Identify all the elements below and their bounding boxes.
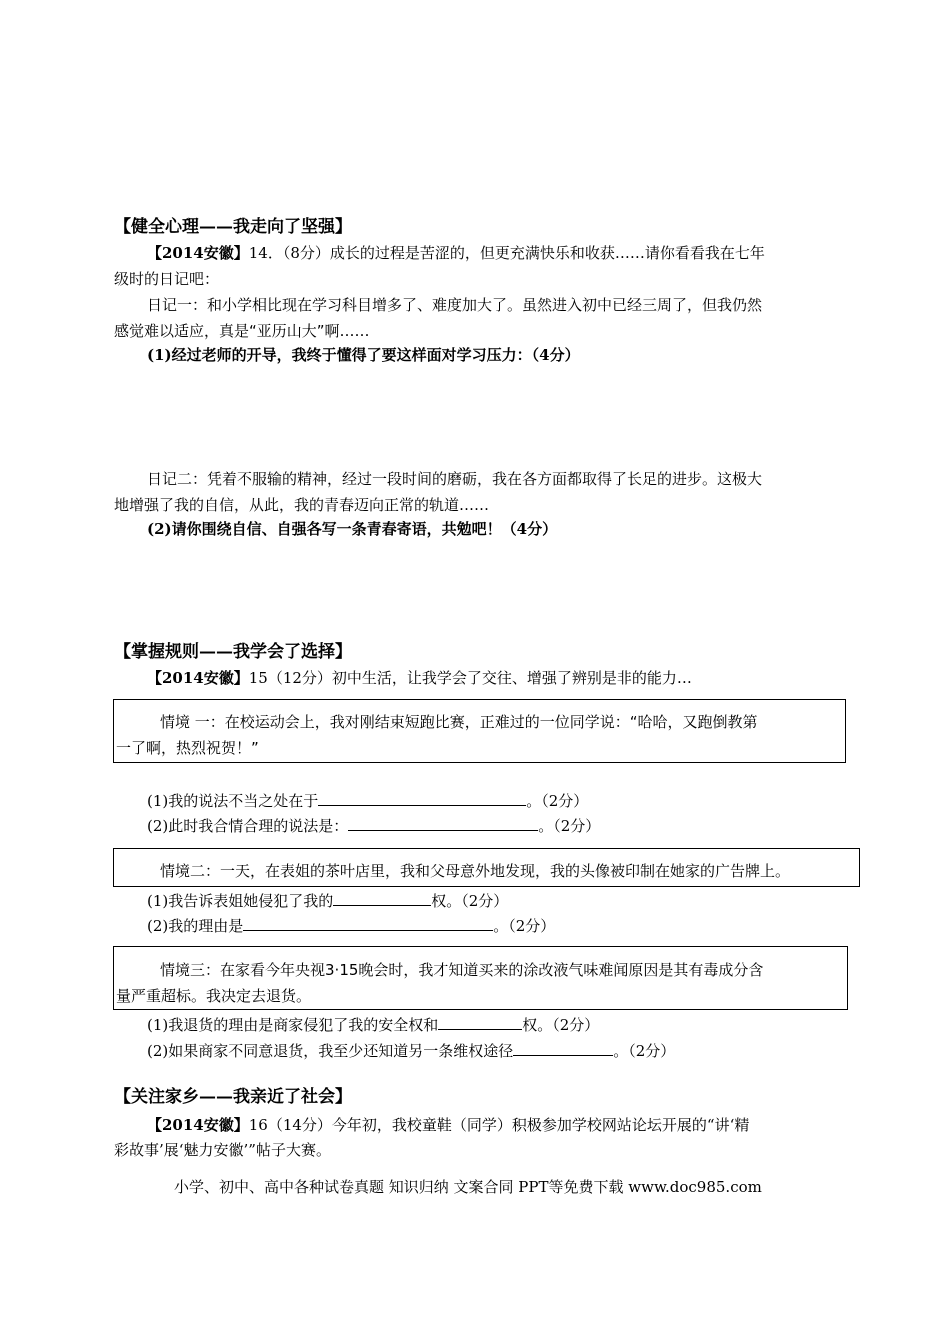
diary-1-text: 日记一：和小学相比现在学习科目增多了、难度加大了。虽然进入初中已经三周了，但我仍然 bbox=[147, 296, 763, 314]
section-heading-mental-health: 【健全心理——我走向了坚强】 bbox=[114, 217, 352, 237]
question-prefix: (2)我的理由是 bbox=[147, 917, 244, 935]
situation-2-text: 情境二：一天，在表姐的茶叶店里，我和父母意外地发现，我的头像被印制在她家的广告牌上。 bbox=[160, 862, 791, 880]
sub-question-2: (2)请你围绕自信、自强各写一条青春寄语，共勉吧！（4分） bbox=[147, 520, 558, 538]
question-suffix: 。（2分） bbox=[493, 917, 556, 935]
situation-2-question-1 bbox=[147, 890, 508, 912]
situation-1-question-2 bbox=[147, 815, 600, 837]
answer-blank[interactable] bbox=[318, 791, 526, 806]
situation-3-text: 情境三：在家看今年央视3·15晚会时，我才知道买来的涂改液气味难闻原因是其有毒成分含 bbox=[160, 961, 764, 979]
question-text: 16（14分）今年初，我校童鞋（同学）积极参加学校网站论坛开展的“讲‘精 bbox=[248, 1116, 750, 1134]
section-heading-rules: 【掌握规则——我学会了选择】 bbox=[114, 642, 352, 662]
question-source: 【2014安徽】 bbox=[147, 244, 249, 262]
question-suffix: 。（2分） bbox=[538, 817, 601, 835]
question-source: 【2014安徽】 bbox=[147, 1116, 249, 1134]
situation-3-question-2 bbox=[147, 1040, 675, 1062]
section-heading-hometown: 【关注家乡——我亲近了社会】 bbox=[114, 1087, 352, 1107]
question-prefix: (2)此时我合情合理的说法是： bbox=[147, 817, 349, 835]
diary-2-text: 日记二：凭着不服输的精神，经过一段时间的磨砺，我在各方面都取得了长足的进步。这极大 bbox=[147, 470, 763, 488]
answer-blank[interactable] bbox=[243, 916, 493, 931]
question-prefix: (2)如果商家不同意退货，我至少还知道另一条维权途径 bbox=[147, 1042, 514, 1060]
situation-3-text-cont: 量严重超标。我决定去退货。 bbox=[116, 987, 312, 1005]
question-16-stem bbox=[147, 1114, 749, 1136]
question-text: 14．（8分）成长的过程是苦涩的，但更充满快乐和收获……请你看看我在七年 bbox=[248, 244, 765, 262]
question-suffix: 权。（2分） bbox=[522, 1016, 600, 1034]
question-suffix: 。（2分） bbox=[526, 792, 589, 810]
diary-2-text-cont: 地增强了我的自信，从此，我的青春迈向正常的轨道…… bbox=[114, 496, 490, 514]
answer-blank[interactable] bbox=[438, 1015, 522, 1030]
question-source: 【2014安徽】 bbox=[147, 669, 249, 687]
question-prefix: (1)我告诉表姐她侵犯了我的 bbox=[147, 892, 334, 910]
question-15-stem bbox=[147, 667, 692, 689]
situation-1-text: 情境 一：在校运动会上，我对刚结束短跑比赛，正难过的一位同学说：“哈哈，又跑倒教第 bbox=[160, 713, 758, 731]
situation-2-question-2 bbox=[147, 915, 555, 937]
answer-blank[interactable] bbox=[333, 891, 431, 906]
situation-1-text-cont: 一了啊，热烈祝贺！” bbox=[116, 739, 259, 757]
diary-1-text-cont: 感觉难以适应，真是“亚历山大”啊…… bbox=[114, 322, 370, 340]
situation-3-question-1 bbox=[147, 1014, 599, 1036]
situation-1-question-1 bbox=[147, 790, 588, 812]
answer-blank[interactable] bbox=[513, 1041, 613, 1056]
page-footer: 小学、初中、高中各种试卷真题 知识归纳 文案合同 PPT等免费下载 www.doc985.com bbox=[174, 1178, 762, 1196]
answer-blank[interactable] bbox=[348, 816, 538, 831]
question-14-stem-cont: 级时的日记吧： bbox=[114, 270, 220, 288]
sub-question-1: (1)经过老师的开导，我终于懂得了要这样面对学习压力：（4分） bbox=[147, 346, 580, 364]
question-prefix: (1)我的说法不当之处在于 bbox=[147, 792, 319, 810]
question-text: 15（12分）初中生活，让我学会了交往、增强了辨别是非的能力… bbox=[248, 669, 692, 687]
question-suffix: 。（2分） bbox=[613, 1042, 676, 1060]
question-suffix: 权。（2分） bbox=[431, 892, 509, 910]
question-14-stem bbox=[147, 242, 765, 264]
question-16-stem-cont: 彩故事’展‘魅力安徽’”帖子大赛。 bbox=[114, 1141, 331, 1159]
question-prefix: (1)我退货的理由是商家侵犯了我的安全权和 bbox=[147, 1016, 439, 1034]
